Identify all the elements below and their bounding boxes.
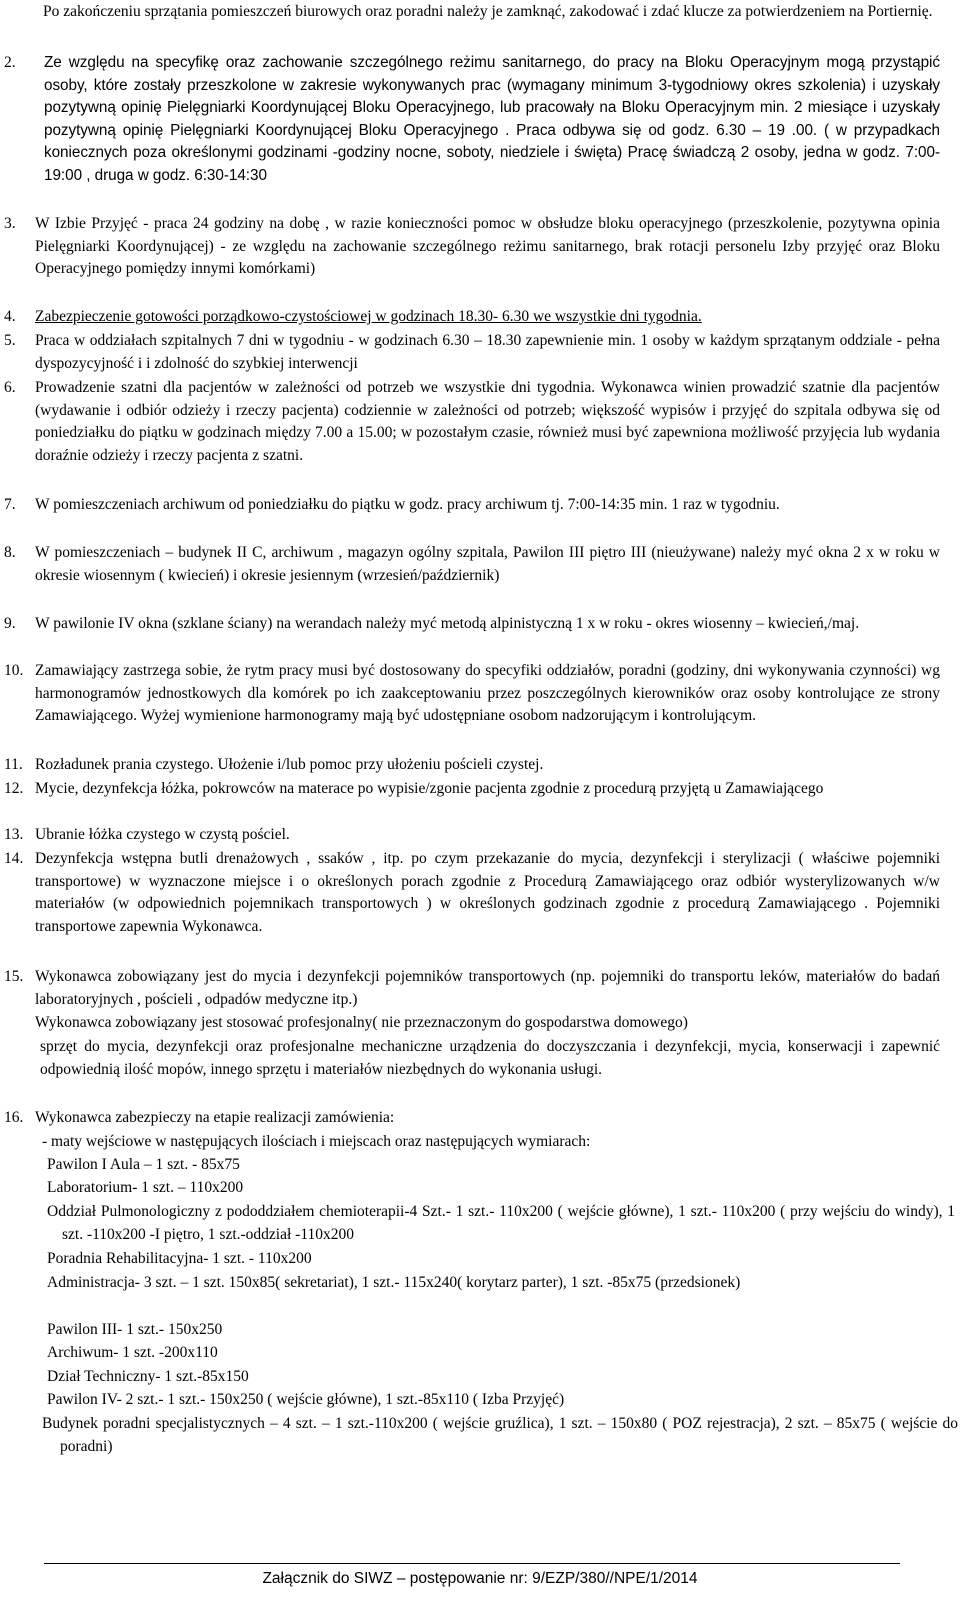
mat-entry: Budynek poradni specjalistycznych – 4 szt. – 1 szt.-110x200 ( wejście gruźlica), 1 szt. – 150x80 ( POZ rejestracja), 2 szt. – 85x75 ( wejście do poradni) (42, 1415, 958, 1455)
item-number: 2. (4, 54, 16, 71)
item-10-text: Zamawiający zastrzega sobie, że rytm pracy musi być dostosowany do specyfiki oddziałów, poradni (godziny, dni wykonywania czynności) wg harmonogramów jednostkowych dla komórek po ich zaakceptowaniu przez poszczególnych kierowników oraz osoby kontrolujące ze strony Zamawiającego. Wyżej wymienione harmonogramy mają być udostępniane osobom nadzorującym i kontrolującym. (35, 662, 940, 725)
item-number: 4. (4, 308, 16, 325)
item-5-text: Praca w oddziałach szpitalnych 7 dni w tygodniu - w godzinach 6.30 – 18.30 zapewnienie min. 1 osoby w każdym sprzątanym oddziale - pełna dyspozycyjność i i zdolność do szybkiej interwencji (35, 332, 940, 372)
item-2-text: Ze względu na specyfikę oraz zachowanie szczególnego reżimu sanitarnego, do pracy na Bloku Operacyjnym mogą przystąpić osoby, które zostały przeszkolone w zakresie wykonywanych prac (wymagany minimum 3-tygodniowy okres szkolenia) i uzyskały pozytywną opinię Pielęgniarki Koordynującej Bloku Operacyjnego, lub pracowały na Bloku Operacyjnym min. 2 miesiące i uzyskały pozytywną opinię Pielęgniarki Koordynującej Bloku Operacyjnego . Praca odbywa się od godz. 6.30 – 19 .00. ( w przypadkach koniecznych poza określonymi godzinami -godziny nocne, soboty, niedziele i święta) Pracę świadczą 2 osoby, jedna w godz. 7:00-19:00 , druga w godz. 6:30-14:30 (44, 54, 940, 184)
item-number: 10. (4, 662, 24, 679)
item-number: 8. (4, 544, 16, 561)
item-7-text: W pomieszczeniach archiwum od poniedziałku do piątku w godz. pracy archiwum tj. 7:00-14:35 min. 1 raz w tygodniu. (35, 496, 780, 513)
item-number: 6. (4, 379, 16, 396)
item-8-text: W pomieszczeniach – budynek II C, archiwum , magazyn ogólny szpitala, Pawilon III piętro III (nieużywane) należy myć okna 2 x w roku w okresie wiosennym ( kwiecień) i okresie jesiennym (wrzesień/październik) (35, 544, 940, 584)
item-13-text: Ubranie łóżka czystego w czystą pościel. (35, 826, 290, 843)
footer-divider (44, 1563, 900, 1564)
mat-entry: Pawilon III- 1 szt.- 150x250 (47, 1321, 223, 1338)
item-4-text: Zabezpieczenie gotowości porządkowo-czystościowej w godzinach 18.30- 6.30 we wszystkie dni tygodnia. (35, 308, 702, 325)
mat-entry: Poradnia Rehabilitacyjna- 1 szt. - 110x200 (47, 1250, 312, 1267)
item-3-text: W Izbie Przyjęć - praca 24 godziny na dobę , w razie konieczności pomoc w obsłudze bloku operacyjnego (przeszkolenie, pozytywna opinia Pielęgniarki Koordynującej) - ze względu na zachowanie szczególnego reżimu sanitarnego, brak rotacji personelu Izby przyjęć oraz Bloku Operacyjnego pomiędzy innymi komórkami) (35, 215, 940, 278)
item-number: 5. (4, 332, 16, 349)
item-15-continuation: Wykonawca zobowiązany jest stosować profesjonalny( nie przeznaczonym do gospodarstwa domowego) (35, 1014, 688, 1031)
item-number: 3. (4, 215, 16, 232)
mat-entry: Pawilon IV- 2 szt.- 1 szt.- 150x250 ( wejście główne), 1 szt.-85x110 ( Izba Przyjęć) (47, 1391, 565, 1408)
item-16-text: Wykonawca zabezpieczy na etapie realizacji zamówienia: (35, 1109, 395, 1126)
item-number: 11. (4, 756, 23, 773)
mat-entry: Administracja- 3 szt. – 1 szt. 150x85( sekretariat), 1 szt.- 115x240( korytarz parter), 1 szt. -85x75 (przedsionek) (47, 1274, 741, 1291)
item-number: 15. (4, 968, 24, 985)
mats-intro: - maty wejściowe w następujących ilościach i miejscach oraz następujących wymiarach: (42, 1133, 591, 1150)
item-11-text: Rozładunek prania czystego. Ułożenie i/lub pomoc przy ułożeniu pościeli czystej. (35, 756, 544, 773)
item-12-text: Mycie, dezynfekcja łóżka, pokrowców na materace po wypisie/zgonie pacjenta zgodnie z procedurą przyjętą u Zamawiającego (35, 780, 824, 797)
mat-entry: Archiwum- 1 szt. -200x110 (47, 1344, 218, 1361)
item-number: 13. (4, 826, 24, 843)
item-6-text: Prowadzenie szatni dla pacjentów w zależności od potrzeb we wszystkie dni tygodnia. Wykonawca winien prowadzić szatnie dla pacjentów (wydawanie i odbiór odzieży i rzeczy pacjenta) codziennie w zależności od potrzeb; większość wypisów i przyjęć do szpitala odbywa się od poniedziałku do piątku w godzinach między 7.00 a 15.00; w pozostałym czasie, również musi być zapewniona możliwość przyjęcia lub wydania doraźnie odzieży i rzeczy pacjenta z szatni. (35, 379, 940, 464)
mat-entry: Laboratorium- 1 szt. – 110x200 (47, 1179, 244, 1196)
item-15-equipment: sprzęt do mycia, dezynfekcji oraz profesjonalne mechaniczne urządzenia do doczyszczania i dezynfekcji, mycia, konserwacji i zapewnić odpowiednią ilość mopów, innego sprzętu i materiałów niezbędnych do wykonania usługi. (40, 1038, 940, 1078)
footer-caption: Załącznik do SIWZ – postępowanie nr: 9/EZP/380//NPE/1/2014 (262, 1570, 698, 1587)
item-number: 9. (4, 615, 16, 632)
intro-paragraph: Po zakończeniu sprzątania pomieszczeń biurowych oraz poradni należy je zamknąć, zakodować i zdać klucze za potwierdzeniem na Portiernię. (43, 3, 933, 20)
mat-entry: Pawilon I Aula – 1 szt. - 85x75 (47, 1156, 240, 1173)
mat-entry: Oddział Pulmonologiczny z pododdziałem chemioterapii-4 Szt.- 1 szt.- 110x200 ( wejście główne), 1 szt.- 110x200 ( przy wejściu do windy), 1 szt. -110x200 -I piętro, 1 szt.-oddział -110x200 (47, 1203, 955, 1243)
item-15-text: Wykonawca zobowiązany jest do mycia i dezynfekcji pojemników transportowych (np. pojemniki do transportu leków, materiałów do badań laboratoryjnych , pościeli , odpadów medyczne itp.) (35, 968, 940, 1008)
item-9-text: W pawilonie IV okna (szklane ściany) na werandach należy myć metodą alpinistyczną 1 x w roku - okres wiosenny – kwiecień,/maj. (35, 615, 860, 632)
item-14-text: Dezynfekcja wstępna butli drenażowych , ssaków , itp. po czym przekazanie do mycia, dezynfekcji i sterylizacji ( właściwe pojemniki transportowe) w wyznaczone miejsce i o określonych porach zgodnie z Procedurą Zamawiającego oraz odbiór wysterylizowanych w/w materiałów (w odpowiednich pojemnikach transportowych ) w określonych godzinach zgodnie z procedurą Zamawiającego . Pojemniki transportowe zapewnia Wykonawca. (35, 850, 940, 935)
mat-entry: Dział Techniczny- 1 szt.-85x150 (47, 1368, 249, 1385)
item-number: 12. (4, 780, 24, 797)
item-number: 7. (4, 496, 16, 513)
item-number: 14. (4, 850, 24, 867)
item-number: 16. (4, 1109, 24, 1126)
